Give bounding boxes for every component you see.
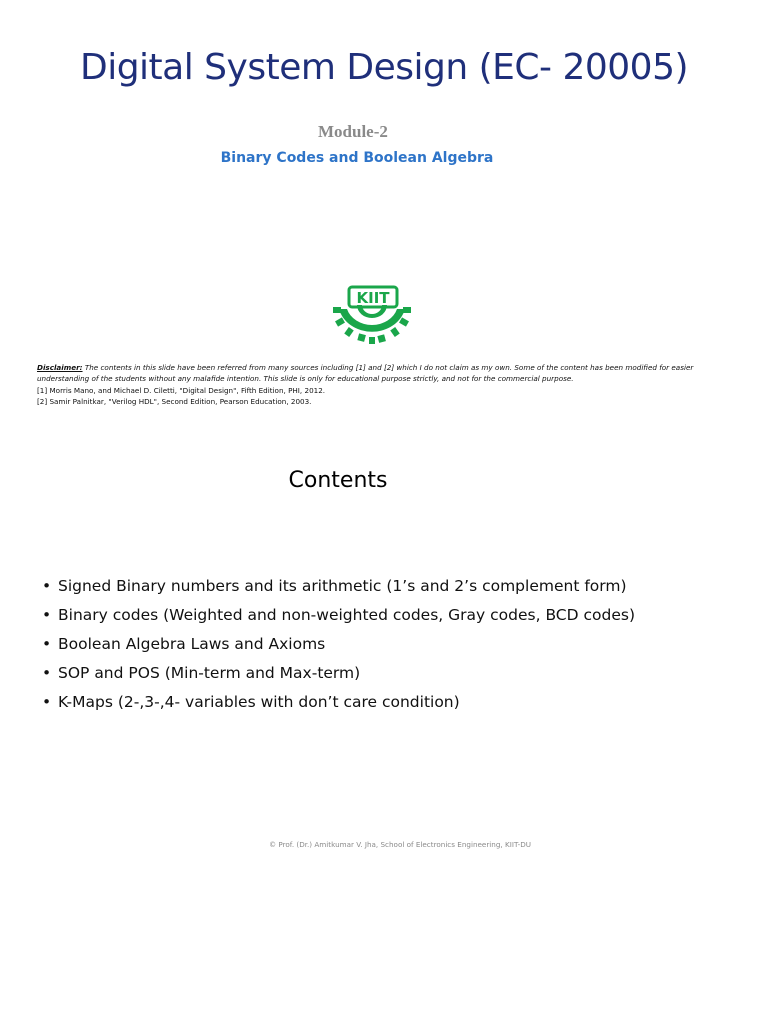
list-item <box>42 659 742 688</box>
footer-copyright: © Prof. (Dr.) Amitkumar V. Jha, School of Electronics Engineering, KIIT-DU <box>268 840 532 849</box>
kiit-logo-icon <box>327 283 417 345</box>
list-item-text: SOP and POS (Min-term and Max-term) <box>58 664 361 682</box>
list-item <box>42 630 742 659</box>
bullet-icon: • <box>42 606 52 624</box>
bullet-icon: • <box>42 664 52 682</box>
reference-1: [1] Morris Mano, and Michael D. Ciletti, "Digital Design", Fifth Edition, PHI, 2012. <box>37 385 326 395</box>
bullet-icon: • <box>42 635 52 653</box>
list-item-text: Boolean Algebra Laws and Axioms <box>58 635 326 653</box>
contents-list <box>42 572 742 717</box>
list-item <box>42 688 742 717</box>
logo-text: KIIT <box>356 289 390 307</box>
bullet-icon: • <box>42 577 52 595</box>
list-item-text: K-Maps (2-,3-,4- variables with don’t care condition) <box>58 693 460 711</box>
disclaimer-label: Disclaimer: <box>37 363 83 372</box>
module-label: Module-2 <box>318 122 388 141</box>
slide-subtitle: Binary Codes and Boolean Algebra <box>220 150 494 166</box>
list-item-text: Binary codes (Weighted and non-weighted codes, Gray codes, BCD codes) <box>58 606 635 624</box>
contents-title: Contents <box>288 468 388 493</box>
list-item <box>42 601 742 630</box>
slide-title: Digital System Design (EC- 20005) <box>79 47 689 88</box>
list-item-text: Signed Binary numbers and its arithmetic (1’s and 2’s complement form) <box>58 577 627 595</box>
disclaimer <box>37 362 737 407</box>
disclaimer-text: The contents in this slide have been referred from many sources including [1] and [2] which I do not claim as my own. Some of the content has been modified for easier understanding of the students without any malafide intention. This slide is only for educational purpose strictly, and not for the commercial purpose. <box>37 363 694 384</box>
list-item <box>42 572 742 601</box>
bullet-icon: • <box>42 693 52 711</box>
contents-slide <box>0 430 768 1024</box>
reference-2: [2] Samir Palnitkar, "Verilog HDL", Second Edition, Pearson Education, 2003. <box>37 396 312 406</box>
title-slide <box>0 0 768 430</box>
